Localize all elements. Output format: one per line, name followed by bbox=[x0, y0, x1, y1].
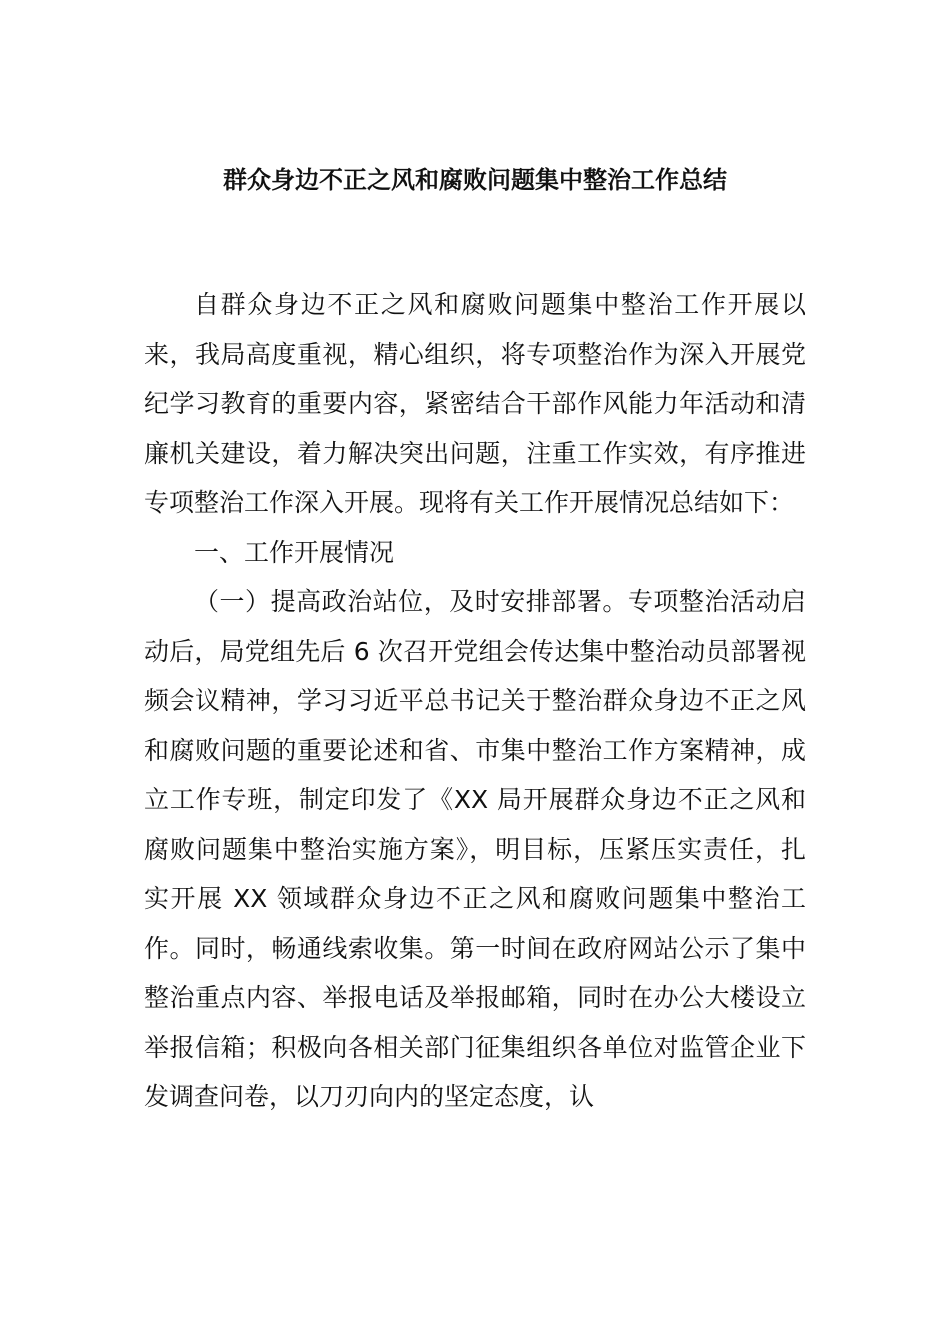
section-heading: 一、工作开展情况 bbox=[194, 537, 395, 567]
document-title: 群众身边不正之风和腐败问题集中整治工作总结 bbox=[223, 166, 727, 194]
document-body bbox=[144, 280, 806, 1122]
subsection-paragraph: （一）提高政治站位，及时安排部署。专项整治活动启动后，局党组先后 6 次召开党组会传达集中整治动员部署视频会议精神，学习习近平总书记关于整治群众身边不正之风和腐败问题的重要论述和省、市集中整治工作方案精神，成立工作专班，制定印发了《XX 局开展群众身边不正之风和腐败问题集中整治实施方案》，明目标，压紧压实责任，扎实开展 XX 领域群众身边不正之风和腐败问题集中整治工作。同时，畅通线索收集。第一时间在政府网站公示了集中整治重点内容、举报电话及举报邮箱，同时在办公大楼设立举报信箱；积极向各相关部门征集组织各单位对监管企业下发调查问卷，以刀刃向内的坚定态度，认 bbox=[144, 587, 806, 1111]
intro-paragraph: 自群众身边不正之风和腐败问题集中整治工作开展以来，我局高度重视，精心组织，将专项整治作为深入开展党纪学习教育的重要内容，紧密结合干部作风能力年活动和清廉机关建设，着力解决突出问题，注重工作实效，有序推进专项整治工作深入开展。现将有关工作开展情况总结如下： bbox=[144, 290, 806, 517]
